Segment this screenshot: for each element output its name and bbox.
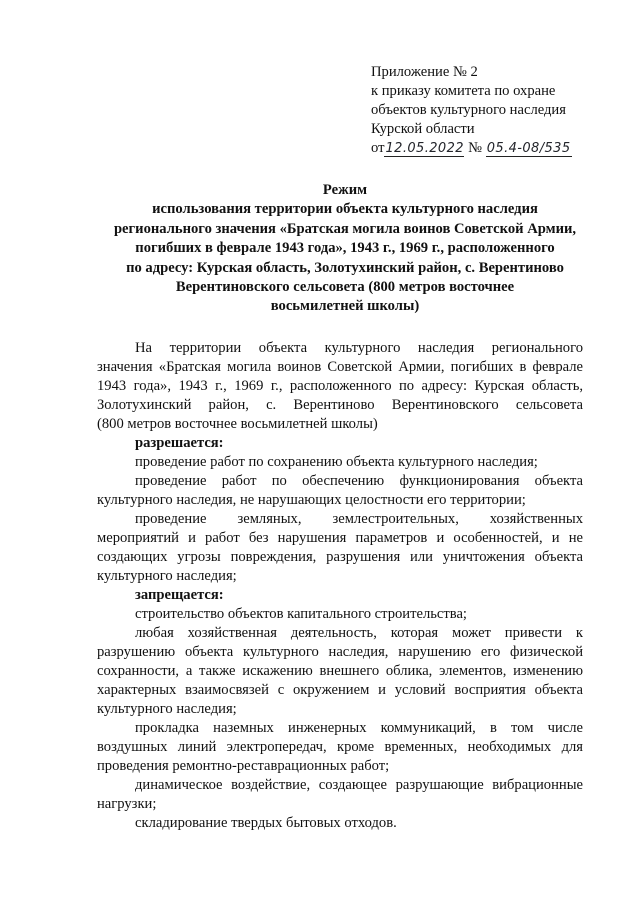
forbidden-item — [97, 719, 583, 776]
paragraph-line: проведение работ по обеспечению функционирования объекта — [135, 473, 583, 489]
paragraph-line: Золотухинский район, с. Верентиново Верентиновского сельсовета — [97, 397, 583, 413]
appendix-order: к приказу комитета по охране — [371, 83, 556, 99]
paragraph-line: культурного наследия, не нарушающих целостности его территории; — [97, 492, 526, 508]
appendix-committee: объектов культурного наследия — [371, 102, 566, 118]
paragraph-line: проведение земляных, землестроительных, хозяйственных — [135, 511, 583, 527]
paragraph-line: проведения ремонтно-реставрационных работ; — [97, 758, 390, 774]
document-body — [97, 339, 583, 833]
number-prefix: № — [468, 140, 483, 156]
paragraph-line: нагрузки; — [97, 796, 157, 812]
allowed-item — [97, 453, 583, 472]
paragraph-line: значения «Братская могила воинов Советской Армии, погибших в феврале — [97, 359, 583, 375]
paragraph-line: создающих угрозы повреждения, разрушения или уничтожения объекта — [97, 549, 583, 565]
paragraph-line: складирование твердых бытовых отходов. — [135, 815, 397, 831]
order-date: 12.05.2022 — [385, 141, 464, 156]
paragraph-line: 1943 года», 1943 г., 1969 г., расположенного по адресу: Курская область, — [97, 378, 583, 394]
appendix-title: Приложение № 2 — [371, 64, 478, 80]
title-line: использования территории объекта культурного наследия — [152, 201, 538, 218]
forbidden-item — [97, 776, 583, 814]
paragraph-line: разрушению объекта культурного наследия, нарушению его физической — [97, 644, 583, 660]
title-line: погибших в феврале 1943 года», 1943 г., 1969 г., расположенного — [135, 240, 555, 257]
document-title — [90, 181, 600, 317]
title-line: по адресу: Курская область, Золотухинский район, с. Верентиново — [126, 259, 564, 276]
appendix-date-line — [371, 139, 633, 158]
forbidden-heading: запрещается: — [135, 587, 224, 603]
order-number: 05.4-08/535 — [486, 141, 571, 156]
title-line: Верентиновского сельсовета (800 метров восточнее — [175, 279, 515, 296]
paragraph-line: На территории объекта культурного наследия регионального — [135, 340, 583, 356]
title-line: восьмилетней школы) — [270, 298, 420, 315]
paragraph-line: характерных взаимосвязей с окружением и условий восприятия объекта — [97, 682, 583, 698]
paragraph-line: сохранности, а также искажению внешнего облика, элементов, изменению — [97, 663, 583, 679]
appendix-block — [371, 63, 633, 158]
title-line: регионального значения «Братская могила воинов Советской Армии, — [113, 220, 577, 237]
paragraph-line: проведение работ по сохранению объекта культурного наследия; — [135, 454, 538, 470]
intro-paragraph — [97, 339, 583, 434]
paragraph-line: культурного наследия; — [97, 701, 237, 717]
paragraph-line: воздушных линий электропередач, кроме временных, необходимых для — [97, 739, 583, 755]
title-heading: Режим — [322, 182, 368, 198]
paragraph-line: динамическое воздействие, создающее разрушающие вибрационные — [135, 777, 583, 793]
appendix-region: Курской области — [371, 121, 475, 137]
allowed-item — [97, 510, 583, 586]
forbidden-item — [97, 814, 583, 833]
paragraph-line: (800 метров восточнее восьмилетней школы) — [97, 416, 378, 432]
paragraph-line: строительство объектов капитального строительства; — [135, 606, 467, 622]
allowed-item — [97, 472, 583, 510]
forbidden-item — [97, 624, 583, 719]
paragraph-line: культурного наследия; — [97, 568, 237, 584]
paragraph-line: мероприятий и работ без нарушения параметров и особенностей, и не — [97, 530, 583, 546]
paragraph-line: любая хозяйственная деятельность, которая может привести к — [135, 625, 583, 641]
allowed-heading: разрешается: — [135, 435, 224, 451]
date-prefix: от — [371, 140, 385, 156]
paragraph-line: прокладка наземных инженерных коммуникаций, в том числе — [135, 720, 583, 736]
forbidden-item — [97, 605, 583, 624]
